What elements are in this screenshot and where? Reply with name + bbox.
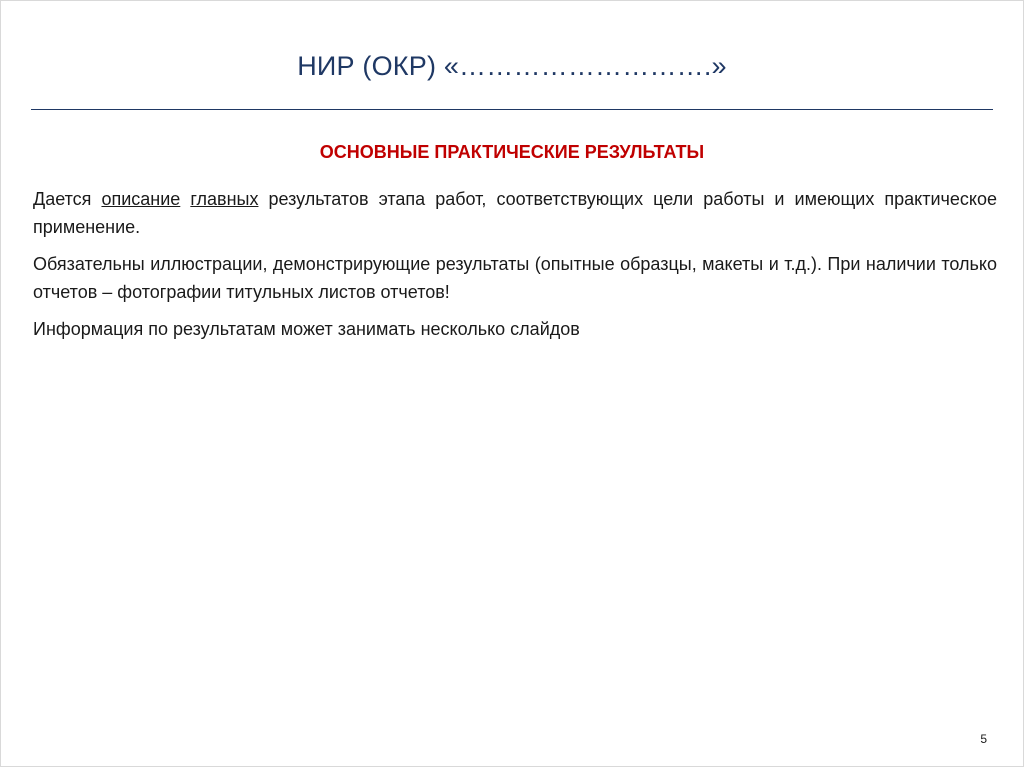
title-divider [31, 109, 993, 110]
slide-title: НИР (ОКР) «……………………….» [297, 51, 727, 81]
section-heading: ОСНОВНЫЕ ПРАКТИЧЕСКИЕ РЕЗУЛЬТАТЫ [319, 142, 705, 162]
paragraph-description [33, 185, 997, 241]
paragraph-description-text-1: Дается [33, 189, 102, 209]
paragraph-illustrations: Обязательны иллюстрации, демонстрирующие результаты (опытные образцы, макеты и т.д.). При наличии только отчетов – фотографии титульных листов отчетов! [33, 254, 997, 302]
underlined-word-main: главных [190, 189, 259, 209]
paragraph-description-text-3: результатов этапа работ, соответствующих цели работы и имеющих практическое применение. [33, 189, 997, 237]
paragraph-multiple-slides: Информация по результатам может занимать несколько слайдов [33, 319, 580, 339]
underlined-word-description: описание [101, 189, 181, 209]
page-number: 5 [980, 732, 987, 746]
body-text [33, 185, 997, 352]
paragraph-description-text-2 [180, 189, 190, 209]
